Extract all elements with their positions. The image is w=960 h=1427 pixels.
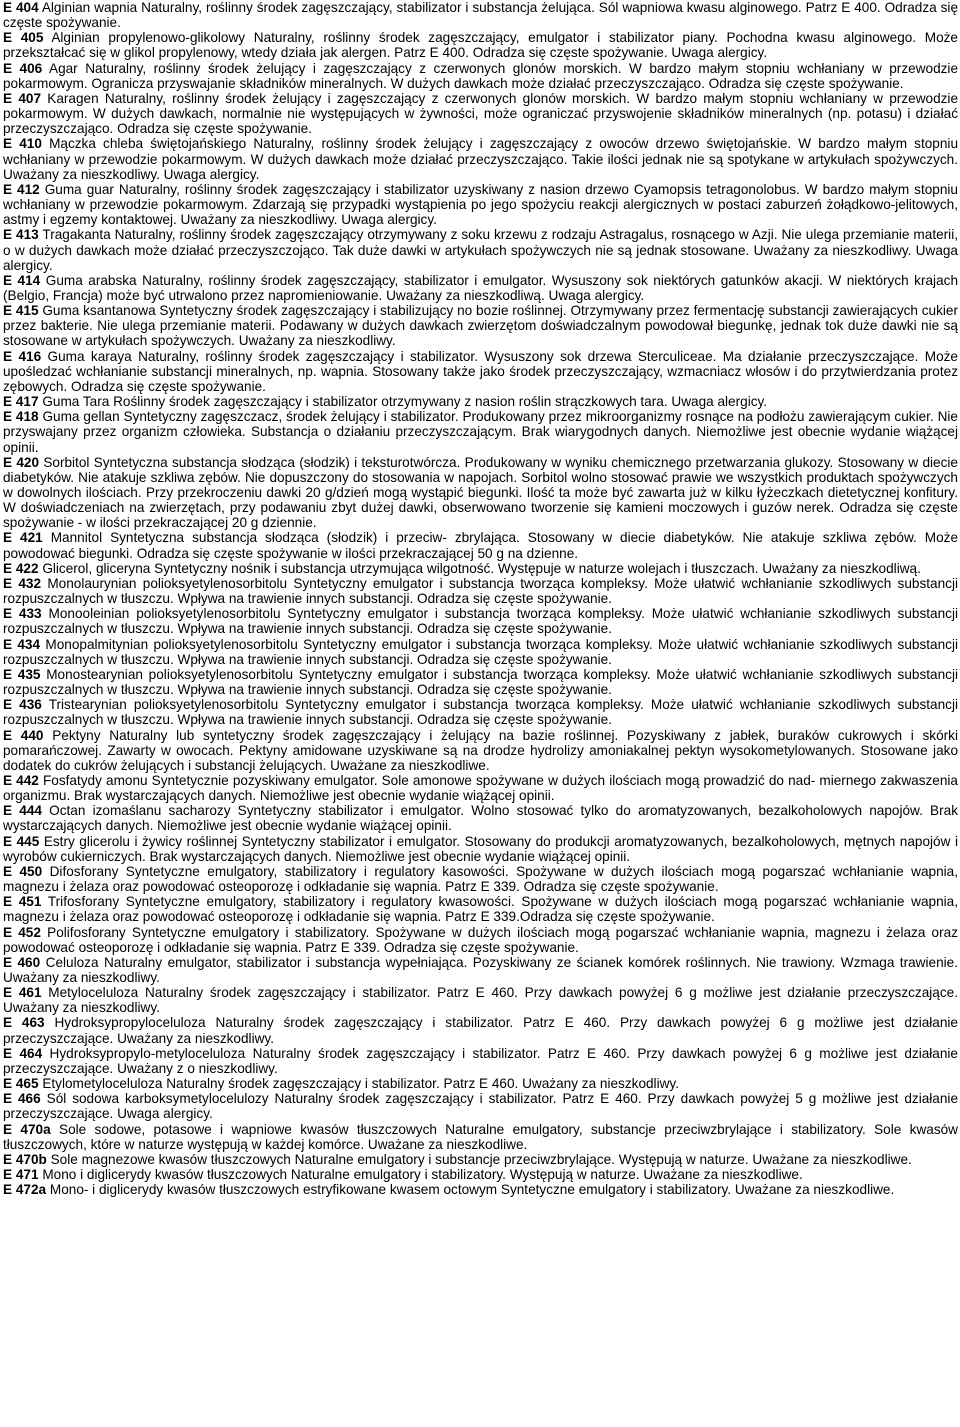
additive-entry bbox=[3, 61, 958, 91]
additive-description: Agar Naturalny, roślinny środek żelujący i zagęszczający z czerwonych glonów morskich. W bardzo małym stopniu wchłaniany w przewodzie pokarmowym. Ogranicza przyswajanie składników mineralnych. W dużych dawkach może działać przeczyszczająco. Odradza się częste spożywanie. bbox=[3, 60, 959, 91]
additive-entry bbox=[3, 728, 958, 773]
additive-entry bbox=[3, 394, 958, 409]
additive-code: E 413 bbox=[3, 227, 39, 243]
additive-description: Guma guar Naturalny, roślinny środek zagęszczający i stabilizator uzyskiwany z nasion drzewo Cyamopsis tetragonolobus. W bardzo małym stopniu wchłaniany w przewodzie pokarmowym. Zdarzają się przypadki wystąpienia po jego spożyciu reakcji alergicznych w postaci zaburzeń żołądkowo-jelitowych, astmy i egzemy kontaktowej. Uważany za nieszkodliwy. Uwaga alergicy. bbox=[3, 181, 958, 228]
additive-entry bbox=[3, 273, 958, 303]
additive-entry bbox=[3, 985, 958, 1015]
additive-entry bbox=[3, 955, 958, 985]
additive-description: Hydroksypropyloceluloza Naturalny środek zagęszczający i stabilizator. Patrz E 460. Przy dawkach powyżej 6 g możliwe jest działanie przeczyszczające. Uważany za nieszkodliwy. bbox=[3, 1015, 958, 1046]
additive-entry bbox=[3, 606, 958, 636]
additive-code: E 445 bbox=[3, 833, 40, 849]
additive-entry bbox=[3, 0, 958, 30]
additive-description: Guma karaya Naturalny, roślinny środek zagęszczający i stabilizator. Wysuszony sok drzewa Sterculiceae. Ma działanie przeczyszczające. Może upośledzać wchłanianie substancji mineralnych, np. wapnia. Stosowany także jako środek przeczyszczający, wzmacniacz włosów i do przytwierdzania protez zębowych. Odradza się częste spożywanie. bbox=[3, 348, 958, 394]
additive-entry bbox=[3, 894, 958, 924]
additive-code: E 415 bbox=[3, 303, 39, 319]
additive-code: E 440 bbox=[3, 727, 44, 743]
additive-entry bbox=[3, 30, 958, 60]
additive-code: E 434 bbox=[3, 636, 41, 652]
additive-code: E 450 bbox=[3, 863, 43, 879]
additive-description: Etylometyloceluloza Naturalny środek zagęszczający i stabilizator. Patrz E 460. Uważany za nieszkodliwy. bbox=[42, 1076, 679, 1092]
additive-entry bbox=[3, 349, 958, 394]
additive-description: Mączka chleba świętojańskiego Naturalny, roślinny środek żelujący i zagęszczający z owoców drzewo świętojańskie. W bardzo małym stopniu wchłaniany w przewodzie pokarmowym. W dużych dawkach może działać przeczyszczająco. Takie ilości jednak nie są spotykane w artykułach spożywczych. Uważany za nieszkodliwy. Uwaga alergicy. bbox=[3, 136, 959, 182]
additive-description: Difosforany Syntetyczne emulgatory, stabilizatory i regulatory kasowości. Spożywane w dużych ilościach mogą pogarszać wchłanianie wapnia, magnezu i żelaza oraz powodować osteoporozę i odkładanie się wapnia. Patrz E 339. Odradza się częste spożywanie. bbox=[3, 863, 958, 895]
additive-code: E 470b bbox=[3, 1151, 47, 1167]
additive-description: Alginian wapnia Naturalny, roślinny środek zagęszczający, stabilizator i substancja żelująca. Sól wapniowa kwasu alginowego. Patrz E 400. Odradza się częste spożywanie. bbox=[3, 0, 959, 31]
additive-entry bbox=[3, 1182, 958, 1197]
additive-description: Sól sodowa karboksymetylocelulozy Naturalny środek zagęszczający i stabilizator. Patrz E 460. Przy dawkach powyżej 5 g możliwe jest działanie przeczyszczające. Uwaga alergicy. bbox=[3, 1091, 959, 1122]
additive-code: E 472a bbox=[3, 1182, 47, 1198]
additive-description: Monooleinian polioksyetylenosorbitolu Syntetyczny emulgator i substancja tworząca kompleksy. Może ułatwić wchłanianie szkodliwych substancji rozpuszczalnych w tłuszczu. Wpływa na trawienie innych substancji. Odradza się częste spożywanie. bbox=[3, 606, 959, 637]
additive-code: E 471 bbox=[3, 1167, 39, 1183]
additive-entry bbox=[3, 1122, 958, 1152]
additive-entry bbox=[3, 303, 958, 348]
additive-description: Pektyny Naturalny lub syntetyczny środek zagęszczający i żelujący na bazie roślinnej. Pozyskiwany z jabłek, buraków cukrowych i skórki pomarańczowej. Zawarty w owocach. Pektyny amidowane uzyskiwane są na drodze hydrolizy amoniakalnej pektyn wysokometylowanych. Stosowane jako dodatek do cukrów żelujących i substancji żelujących. Uważane za nieszkodliwe. bbox=[3, 727, 959, 773]
additive-entry bbox=[3, 667, 958, 697]
additive-entry bbox=[3, 409, 958, 454]
additive-entry bbox=[3, 637, 958, 667]
additive-code: E 420 bbox=[3, 454, 40, 470]
additive-description: Guma Tara Roślinny środek zagęszczający i stabilizator otrzymywany z nasion roślin strączkowych tara. Uwaga alergicy. bbox=[42, 394, 768, 410]
additive-entry bbox=[3, 803, 958, 833]
additive-entry bbox=[3, 136, 958, 181]
additive-entry bbox=[3, 697, 958, 727]
additive-code: E 466 bbox=[3, 1091, 41, 1107]
additive-code: E 444 bbox=[3, 803, 42, 819]
additive-code: E 410 bbox=[3, 136, 42, 152]
additive-description: Sole magnezowe kwasów tłuszczowych Naturalne emulgatory i substancje przeciwzbrylające. Występują w naturze. Uważane za nieszkodliwe. bbox=[50, 1151, 912, 1167]
additive-code: E 463 bbox=[3, 1015, 45, 1031]
additive-description: Celuloza Naturalny emulgator, stabilizator i substancja wypełniająca. Pozyskiwany ze ścianek komórek roślinnych. Nie trawiony. Wzmaga trawienie. Uważany za nieszkodliwy. bbox=[3, 954, 958, 985]
additive-code: E 421 bbox=[3, 530, 43, 546]
additive-code: E 435 bbox=[3, 666, 41, 682]
additive-description: Sole sodowe, potasowe i wapniowe kwasów tłuszczowych Naturalne emulgatory, substancje przeciwzbrylające i stabilizatory. Sole kwasów tłuszczowych, które w naturze występują w każdej komórce. Uważane za nieszkodliwe. bbox=[3, 1121, 958, 1152]
additive-description: Octan izomaślanu sacharozy Syntetyczny stabilizator i emulgator. Wolno stosować tylko do aromatyzowanych, bezalkoholowych napojów. Brak wystarczających danych. Niemożliwe jest obecnie wydanie wiążącej opinii. bbox=[3, 803, 959, 834]
additive-code: E 404 bbox=[3, 0, 39, 15]
additive-code: E 465 bbox=[3, 1076, 39, 1092]
additive-entry bbox=[3, 773, 958, 803]
additive-description: Polifosforany Syntetyczne emulgatory i stabilizatory. Spożywane w dużych ilościach mogą pogarszać wchłanianie wapnia, magnezu i żelaza oraz powodować osteoporozę i odkładanie się wapnia. Patrz E 339. Odradza się częste spożywanie. bbox=[3, 924, 958, 955]
additive-entry bbox=[3, 227, 958, 272]
additive-code: E 414 bbox=[3, 272, 41, 288]
additive-description: Glicerol, gliceryna Syntetyczny nośnik i substancja utrzymująca wilgotność. Występuje w naturze wolejach i tłuszczach. Uważany za nieszkodliwą. bbox=[42, 560, 921, 576]
additive-description: Estry glicerolu i żywicy roślinnej Syntetyczny stabilizator i emulgator. Stosowany do produkcji aromatyzowanych, bezalkoholowych, mętnych napojów i wyrobów cukierniczych. Brak wystarczających danych. Niemożliwe jest obecnie wydanie wiążącej opinii. bbox=[3, 833, 958, 864]
additive-description: Fosfatydy amonu Syntetycznie pozyskiwany emulgator. Sole amonowe spożywane w dużych ilościach mogą prowadzić do nad- miernego zakwaszenia organizmu. Brak wystarczających danych. Niemożliwe jest obecnie wydanie wiążącej opinii. bbox=[3, 772, 958, 804]
additive-code: E 405 bbox=[3, 30, 44, 46]
additive-description: Guma arabska Naturalny, roślinny środek zagęszczający, stabilizator i emulgator. Wysuszony sok niektórych gatunków akacji. W niektórych krajach (Belgio, Francja) może być utrwalono przez napromieniowanie. Uważany za nieszkodliwą. Uwaga alergicy. bbox=[3, 272, 958, 303]
additive-entry bbox=[3, 925, 958, 955]
additive-entry bbox=[3, 1076, 958, 1091]
additive-code: E 452 bbox=[3, 924, 41, 940]
additive-description: Monostearynian polioksyetylenosorbitolu Syntetyczny emulgator i substancja tworząca kompleksy. Może ułatwić wchłanianie szkodliwych substancji rozpuszczalnych w tłuszczu. Wpływa na trawienie innych substancji. Odradza się częste spożywanie. bbox=[3, 666, 958, 698]
additive-code: E 460 bbox=[3, 954, 41, 970]
additive-description: Mono- i diglicerydy kwasów tłuszczowych estryfikowane kwasem octowym Syntetyczne emulgatory i stabilizatory. Uważane za nieszkodliwe. bbox=[49, 1182, 895, 1198]
additive-entry bbox=[3, 1046, 958, 1076]
additive-code: E 406 bbox=[3, 60, 43, 76]
additive-code: E 470a bbox=[3, 1121, 51, 1137]
additive-code: E 418 bbox=[3, 409, 39, 425]
additive-code: E 407 bbox=[3, 90, 42, 106]
additive-code: E 436 bbox=[3, 697, 42, 713]
additive-description: Guma ksantanowa Syntetyczny środek zagęszczający i stabilizujący no bozie roślinnej. Otrzymywany przez fermentację substancji zawierających cukier przez bakterie. Nie ulega przemianie materii. Podawany w dużych dawkach zwierzętom doświadczalnym powodował biegunkę, jednak tok duże dawki nie są stosowane w artykułach spożywczych. Uważany za nieszkodliwy. bbox=[3, 303, 959, 349]
additive-description: Guma gellan Syntetyczny zagęszczacz, środek żelujący i stabilizator. Produkowany przez mikroorganizmy rosnące na podłożu zawierającym cukier. Nie przyswajany przez organizm człowieka. Substancja o działaniu przeczyszczającym. Brak wiarygodnych danych. Niemożliwe jest obecnie wydanie wiążącej opinii. bbox=[3, 409, 958, 455]
additive-code: E 433 bbox=[3, 606, 42, 622]
additive-entry bbox=[3, 1091, 958, 1121]
additive-entry bbox=[3, 1152, 958, 1167]
additive-description: Karagen Naturalny, roślinny środek żelujący i zagęszczający z czerwonych glonów morskich. W bardzo małym stopniu wchłaniany w przewodzie pokarmowym. W dużych dawkach, normalnie nie występujących w żywności, może ograniczać przyswojenie składników mineralnych (np. potasu) i działać przeczyszczająco. Odradza się częste spożywanie. bbox=[3, 90, 959, 137]
additive-code: E 451 bbox=[3, 894, 42, 910]
additive-description: Monolaurynian polioksyetylenosorbitolu Syntetyczny emulgator i substancja tworząca kompleksy. Może ułatwić wchłanianie szkodliwych substancji rozpuszczalnych w tłuszczu. Wpływa na trawienie innych substancji. Odradza się częste spożywanie. bbox=[3, 575, 959, 607]
additive-description: Monopalmitynian polioksyetylenosorbitolu Syntetyczny emulgator i substancja tworząca kompleksy. Może ułatwić wchłanianie szkodliwych substancji rozpuszczalnych w tłuszczu. Wpływa na trawienie innych substancji. Odradza się częste spożywanie. bbox=[3, 636, 959, 667]
additive-description: Mono i diglicerydy kwasów tłuszczowych Naturalne emulgatory i stabilizatory. Występują w naturze. Uważane za nieszkodliwe. bbox=[42, 1167, 803, 1183]
additive-entry bbox=[3, 91, 958, 136]
additive-entry bbox=[3, 182, 958, 227]
additive-code: E 416 bbox=[3, 348, 42, 364]
additive-code: E 461 bbox=[3, 985, 42, 1001]
additive-entry bbox=[3, 834, 958, 864]
additive-code: E 417 bbox=[3, 394, 39, 410]
additive-entry bbox=[3, 530, 958, 560]
additive-entry bbox=[3, 576, 958, 606]
additive-description: Mannitol Syntetyczna substancja słodząca (słodzik) i przeciw- zbrylająca. Stosowany w diecie diabetyków. Nie atakuje szkliwa zębów. Może powodować biegunki. Odradza się częste spożywanie w ilości przekraczającej 50 g na dzienne. bbox=[3, 530, 959, 561]
additive-description: Hydroksypropylo-metyloceluloza Naturalny środek zagęszczający i stabilizator. Patrz E 460. Przy dawkach powyżej 6 g możliwe jest działanie przeczyszczające. Uważany z o nieszkodliwy. bbox=[3, 1045, 958, 1076]
additive-code: E 412 bbox=[3, 181, 40, 197]
additive-description: Metyloceluloza Naturalny środek zagęszczający i stabilizator. Patrz E 460. Przy dawkach powyżej 6 g możliwe jest działanie przeczyszczające. Uważany za nieszkodliwy. bbox=[3, 985, 958, 1016]
additive-description: Sorbitol Syntetyczna substancja słodząca (słodzik) i teksturotwórcza. Produkowany w wyniku chemicznego przetwarzania glukozy. Stosowany w diecie diabetyków. Nie atakuje szkliwa zębów. Nie dopuszczony do stosowania w napojach. Sorbitol wolno stosować prawie we wszystkich produktach spożywczych w dowolnych ilościach. Przy przekroczeniu dawki 20 g/dzień mogą wystąpić biegunki. Ilość ta może być zawarta już w kilku łyżeczkach dietetycznej konfitury. W doświadczeniach na zwierzętach, przy podawaniu zbyt dużej dawki, obserwowano tworzenie się kamieni moczowych i guzów nerek. Odradza się częste spożywanie - w ilości przekraczającej 20 g dziennie. bbox=[3, 454, 958, 531]
additive-entry bbox=[3, 1167, 958, 1182]
additive-code: E 464 bbox=[3, 1045, 43, 1061]
additive-description: Tristearynian polioksyetylenosorbitolu Syntetyczny emulgator i substancja tworząca kompleksy. Może ułatwić wchłanianie szkodliwych substancji rozpuszczalnych w tłuszczu. Wpływa na trawienie innych substancji. Odradza się częste spożywanie. bbox=[3, 697, 958, 728]
additive-entry bbox=[3, 1015, 958, 1045]
additive-code: E 442 bbox=[3, 772, 39, 788]
additive-description: Trifosforany Syntetyczne emulgatory, stabilizatory i regulatory kwasowości. Spożywane w dużych ilościach mogą pogarszać wchłanianie wapnia, magnezu i żelaza oraz powodować osteoporozę i odkładanie się wapnia. Patrz E 339.Odradza się częste spożywanie. bbox=[3, 894, 959, 925]
additive-code: E 432 bbox=[3, 575, 42, 591]
additive-entry bbox=[3, 561, 958, 576]
additive-code: E 422 bbox=[3, 560, 39, 576]
additive-entry bbox=[3, 864, 958, 894]
additive-description: Alginian propylenowo-glikolowy Naturalny, roślinny środek zagęszczający, emulgator i stabilizator piany. Pochodna kwasu alginowego. Może przekształcać się w glikol propylenowy, wtedy działa jak alergen. Patrz E 400. Odradza się częste spożywanie. Uwaga alergicy. bbox=[3, 30, 958, 61]
additive-entry bbox=[3, 455, 958, 531]
additive-description: Tragakanta Naturalny, roślinny środek zagęszczający otrzymywany z soku krzewu z rodzaju Astragalus, rosnącego w Azji. Nie ulega przemianie materii, o w dużych dawkach może działać przeczyszczojąco. Tak duże dawki w artykułach spożywczych nie są jednak stosowane. Uważany za nieszkodliwy. Uwaga alergicy. bbox=[3, 227, 959, 273]
